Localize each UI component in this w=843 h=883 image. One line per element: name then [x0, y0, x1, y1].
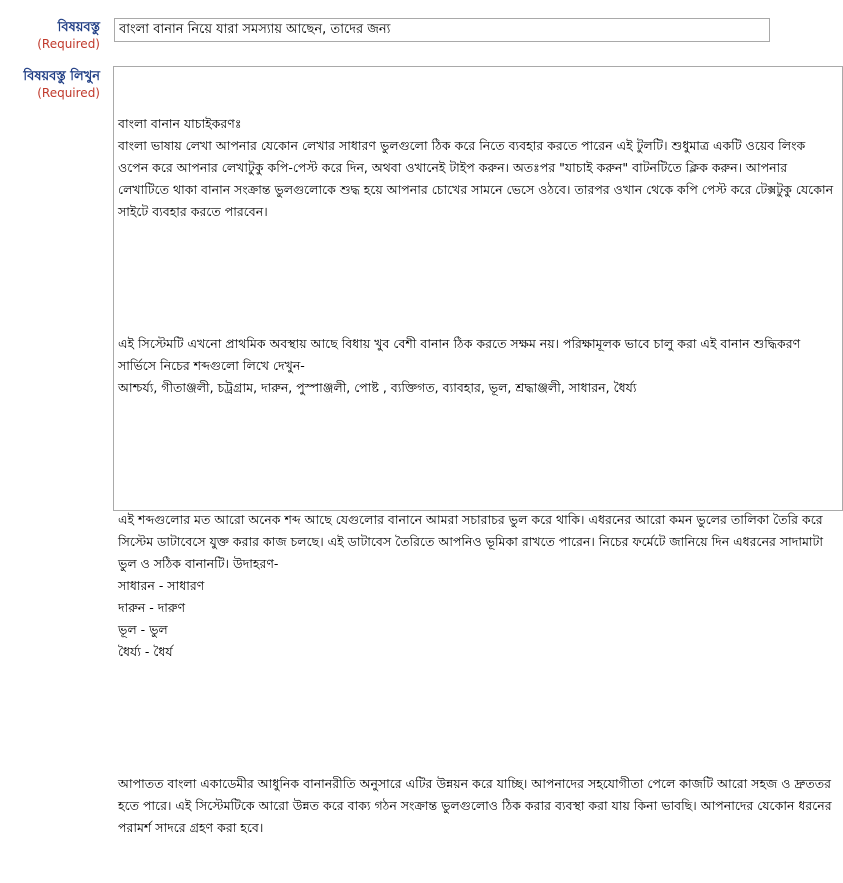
subject-label: বিষয়বস্তু: [57, 20, 100, 35]
body-required-note: (Required): [37, 86, 100, 100]
subject-input[interactable]: [114, 18, 770, 42]
subject-label-group: [0, 19, 100, 52]
body-paragraph-1: বাংলা বানান যাচাইকরণঃ বাংলা ভাষায় লেখা আপনার যেকোন লেখার সাধারণ ভুলগুলো ঠিক করে নিতে ব্যবহার করতে পারেন এই টুলটি। শুধুমাত্র একটি ওয়েব লিংক ওপেন করে আপনার লেখাটুকু কপি-পেস্ট করে দিন, অথবা ওখানেই টাইপ করুন। অতঃপর "যাচাই করুন" বাটনটিতে ক্লিক করুন। আপনার লেখাটিতে থাকা বানান সংক্রান্ত ভুলগুলোকে শুদ্ধ হয়ে আপনার চোখের সামনে ভেসে ওঠবে। তারপর ওখান থেকে কপি পেস্ট করে টেক্সটুকু যেকোন সাইটে ব্যবহার করতে পারবেন।: [118, 116, 834, 219]
body-textarea[interactable]: [113, 66, 843, 835]
body-paragraph-2: এই সিস্টেমটি এখনো প্রাথমিক অবস্থায় আছে বিধায় খুব বেশী বানান ঠিক করতে সক্ষম নয়। পরিক্ষামূলক ভাবে চালু করা এই বানান শুদ্ধিকরণ সার্ভিসে নিচের শব্দগুলো লিখে দেখুন- আশ্চর্য্য, গীতাঞ্জলী, চট্রগ্রাম, দারুন, পুস্পাঞ্জলী, পোষ্ট , ব্যক্তিগত, ব্যাবহার, ভূল, শ্রদ্ধাঞ্জলী, সাধারন, ধৈর্য্য: [118, 336, 801, 395]
subject-required-note: (Required): [37, 37, 100, 51]
body-label-group: [0, 68, 100, 101]
body-label: বিষয়বস্তু লিখুন: [23, 69, 100, 84]
body-paragraph-4: আপাতত বাংলা একাডেমীর আধুনিক বানানরীতি অনুসারে এটির উন্নয়ন করে যাচ্ছি। আপনাদের সহযোগীতা পেলে কাজটি আরো সহজ ও দ্রুততর হতে পারে। এই সিস্টেমটিকে আরো উন্নত করে বাক্য গঠন সংক্রান্ত ভুলগুলোও ঠিক করার ব্যবস্থা করা যায় কিনা ভাবছি। আপনাদের যেকোন ধরনের পরামর্শ সাদরে গ্রহণ করা হবে।: [118, 776, 836, 835]
body-paragraph-3: এই শব্দগুলোর মত আরো অনেক শব্দ আছে যেগুলোর বানানে আমরা সচারাচর ভুল করে থাকি। এধরনের আরো কমন ভুলের তালিকা তৈরি করে সিস্টেম ডাটাবেসে যুক্ত করার কাজ চলছে। এই ডাটাবেস তৈরিতে আপনিও ভূমিকা রাখতে পারেন। নিচের ফর্মেটে জানিয়ে দিন এধরনের সাদামাটা ভুল ও সঠিক বানানটি। উদাহরণ- সাধারন - সাধারণ দারুন - দারুণ ভূল - ভুল ধৈর্য্য - ধৈর্য: [118, 512, 823, 659]
